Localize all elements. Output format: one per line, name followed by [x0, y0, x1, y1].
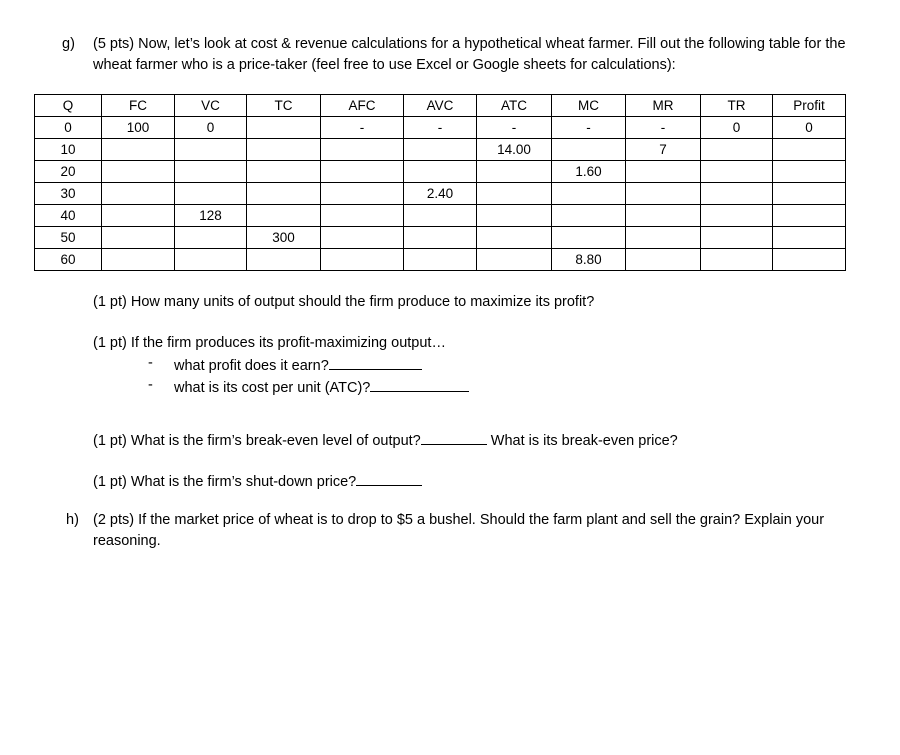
header-vc: VC — [175, 95, 247, 117]
cell-afc[interactable] — [321, 205, 404, 227]
header-tc: TC — [247, 95, 321, 117]
cell-q: 60 — [35, 249, 102, 271]
header-fc: FC — [102, 95, 175, 117]
cell-vc[interactable] — [175, 161, 247, 183]
question-g-text: (5 pts) Now, let’s look at cost & revenue calculations for a hypothetical wheat farmer. Fill out the following table for the wheat farmer who is a price-taker (feel free to use Excel or Google sheets for calculations): — [93, 36, 846, 73]
cell-atc[interactable] — [477, 227, 552, 249]
question-profit-earned-text: what profit does it earn? — [174, 358, 329, 374]
cell-tc[interactable] — [247, 183, 321, 205]
answer-blank-shut-down[interactable] — [356, 471, 422, 486]
table-row — [35, 139, 846, 161]
cell-avc[interactable] — [404, 249, 477, 271]
cell-tr[interactable] — [701, 161, 773, 183]
header-mr: MR — [626, 95, 701, 117]
cell-vc: 0 — [175, 117, 247, 139]
cell-fc[interactable] — [102, 183, 175, 205]
cell-tc[interactable] — [247, 139, 321, 161]
question-cost-per-unit — [174, 377, 469, 396]
cell-q: 0 — [35, 117, 102, 139]
header-profit: Profit — [773, 95, 846, 117]
cell-q: 40 — [35, 205, 102, 227]
header-atc: ATC — [477, 95, 552, 117]
cell-mc[interactable] — [552, 227, 626, 249]
question-max-output: (1 pt) How many units of output should the firm produce to maximize its profit? — [93, 294, 595, 310]
cell-avc[interactable] — [404, 139, 477, 161]
question-h-label: h) — [66, 512, 79, 528]
cell-tc[interactable] — [247, 205, 321, 227]
cell-vc[interactable] — [175, 139, 247, 161]
table-row — [35, 205, 846, 227]
cell-tr[interactable] — [701, 205, 773, 227]
answer-blank-break-even-output[interactable] — [421, 430, 487, 445]
cell-afc[interactable] — [321, 183, 404, 205]
cell-mc[interactable] — [552, 183, 626, 205]
table-header-row — [35, 95, 846, 117]
table-row — [35, 227, 846, 249]
bullet-dash: - — [148, 355, 153, 371]
question-break-even-price: What is its break-even price? — [490, 433, 678, 449]
cell-vc: 128 — [175, 205, 247, 227]
cell-mr[interactable] — [626, 161, 701, 183]
cell-tc[interactable] — [247, 117, 321, 139]
header-avc: AVC — [404, 95, 477, 117]
cell-tr: 0 — [701, 117, 773, 139]
cell-q: 10 — [35, 139, 102, 161]
cell-profit: 0 — [773, 117, 846, 139]
question-h-text: (2 pts) If the market price of wheat is to drop to $5 a bushel. Should the farm plant and sell the grain? Explain your reasoning. — [93, 512, 825, 549]
cell-atc: 14.00 — [477, 139, 552, 161]
cell-atc[interactable] — [477, 161, 552, 183]
cell-mc[interactable] — [552, 139, 626, 161]
cell-tr[interactable] — [701, 183, 773, 205]
cell-q: 20 — [35, 161, 102, 183]
cell-q: 30 — [35, 183, 102, 205]
cell-tr[interactable] — [701, 227, 773, 249]
cell-avc[interactable] — [404, 205, 477, 227]
cell-profit[interactable] — [773, 139, 846, 161]
answer-blank-atc[interactable] — [370, 377, 469, 392]
question-shut-down-text: (1 pt) What is the firm’s shut-down price? — [93, 474, 357, 490]
cell-afc: - — [321, 117, 404, 139]
cell-profit[interactable] — [773, 183, 846, 205]
cell-profit[interactable] — [773, 161, 846, 183]
cell-mc: 8.80 — [552, 249, 626, 271]
header-afc: AFC — [321, 95, 404, 117]
cell-mr[interactable] — [626, 205, 701, 227]
cell-avc[interactable] — [404, 161, 477, 183]
cell-atc[interactable] — [477, 249, 552, 271]
cell-mr: - — [626, 117, 701, 139]
table-row — [35, 161, 846, 183]
cell-tr[interactable] — [701, 139, 773, 161]
cell-afc[interactable] — [321, 249, 404, 271]
header-mc: MC — [552, 95, 626, 117]
cell-fc[interactable] — [102, 161, 175, 183]
cell-fc[interactable] — [102, 139, 175, 161]
cell-vc[interactable] — [175, 183, 247, 205]
table-row — [35, 117, 846, 139]
cell-mr[interactable] — [626, 183, 701, 205]
cell-afc[interactable] — [321, 161, 404, 183]
cell-fc[interactable] — [102, 205, 175, 227]
cell-atc[interactable] — [477, 183, 552, 205]
cell-mr: 7 — [626, 139, 701, 161]
cell-mc: - — [552, 117, 626, 139]
header-q: Q — [35, 95, 102, 117]
cell-fc[interactable] — [102, 227, 175, 249]
cell-avc: 2.40 — [404, 183, 477, 205]
cell-mr[interactable] — [626, 249, 701, 271]
cell-mc[interactable] — [552, 205, 626, 227]
cell-atc[interactable] — [477, 205, 552, 227]
cell-q: 50 — [35, 227, 102, 249]
cell-fc[interactable] — [102, 249, 175, 271]
cell-tc[interactable] — [247, 161, 321, 183]
cell-profit[interactable] — [773, 227, 846, 249]
table-row — [35, 183, 846, 205]
cell-atc: - — [477, 117, 552, 139]
cell-avc[interactable] — [404, 227, 477, 249]
answer-blank-profit[interactable] — [329, 355, 422, 370]
cell-vc[interactable] — [175, 249, 247, 271]
cell-profit[interactable] — [773, 205, 846, 227]
cell-afc[interactable] — [321, 227, 404, 249]
question-g — [62, 34, 862, 76]
cell-tc[interactable] — [247, 249, 321, 271]
question-break-even-output: (1 pt) What is the firm’s break-even level of output? — [93, 433, 421, 449]
question-shut-down — [93, 471, 422, 490]
cell-mc: 1.60 — [552, 161, 626, 183]
cell-avc: - — [404, 117, 477, 139]
cell-mr[interactable] — [626, 227, 701, 249]
bullet-dash: - — [148, 377, 153, 393]
question-break-even — [93, 430, 678, 449]
cell-afc[interactable] — [321, 139, 404, 161]
question-cost-per-unit-text: what is its cost per unit (ATC)? — [174, 380, 371, 396]
question-h — [66, 510, 846, 552]
cell-vc[interactable] — [175, 227, 247, 249]
header-tr: TR — [701, 95, 773, 117]
question-g-label: g) — [62, 36, 75, 52]
cost-revenue-table — [34, 94, 846, 271]
question-profit-max-output: (1 pt) If the firm produces its profit-maximizing output… — [93, 335, 446, 351]
cell-tr[interactable] — [701, 249, 773, 271]
cell-fc: 100 — [102, 117, 175, 139]
cell-tc: 300 — [247, 227, 321, 249]
cell-profit[interactable] — [773, 249, 846, 271]
table-row — [35, 249, 846, 271]
question-profit-earned — [174, 355, 422, 374]
